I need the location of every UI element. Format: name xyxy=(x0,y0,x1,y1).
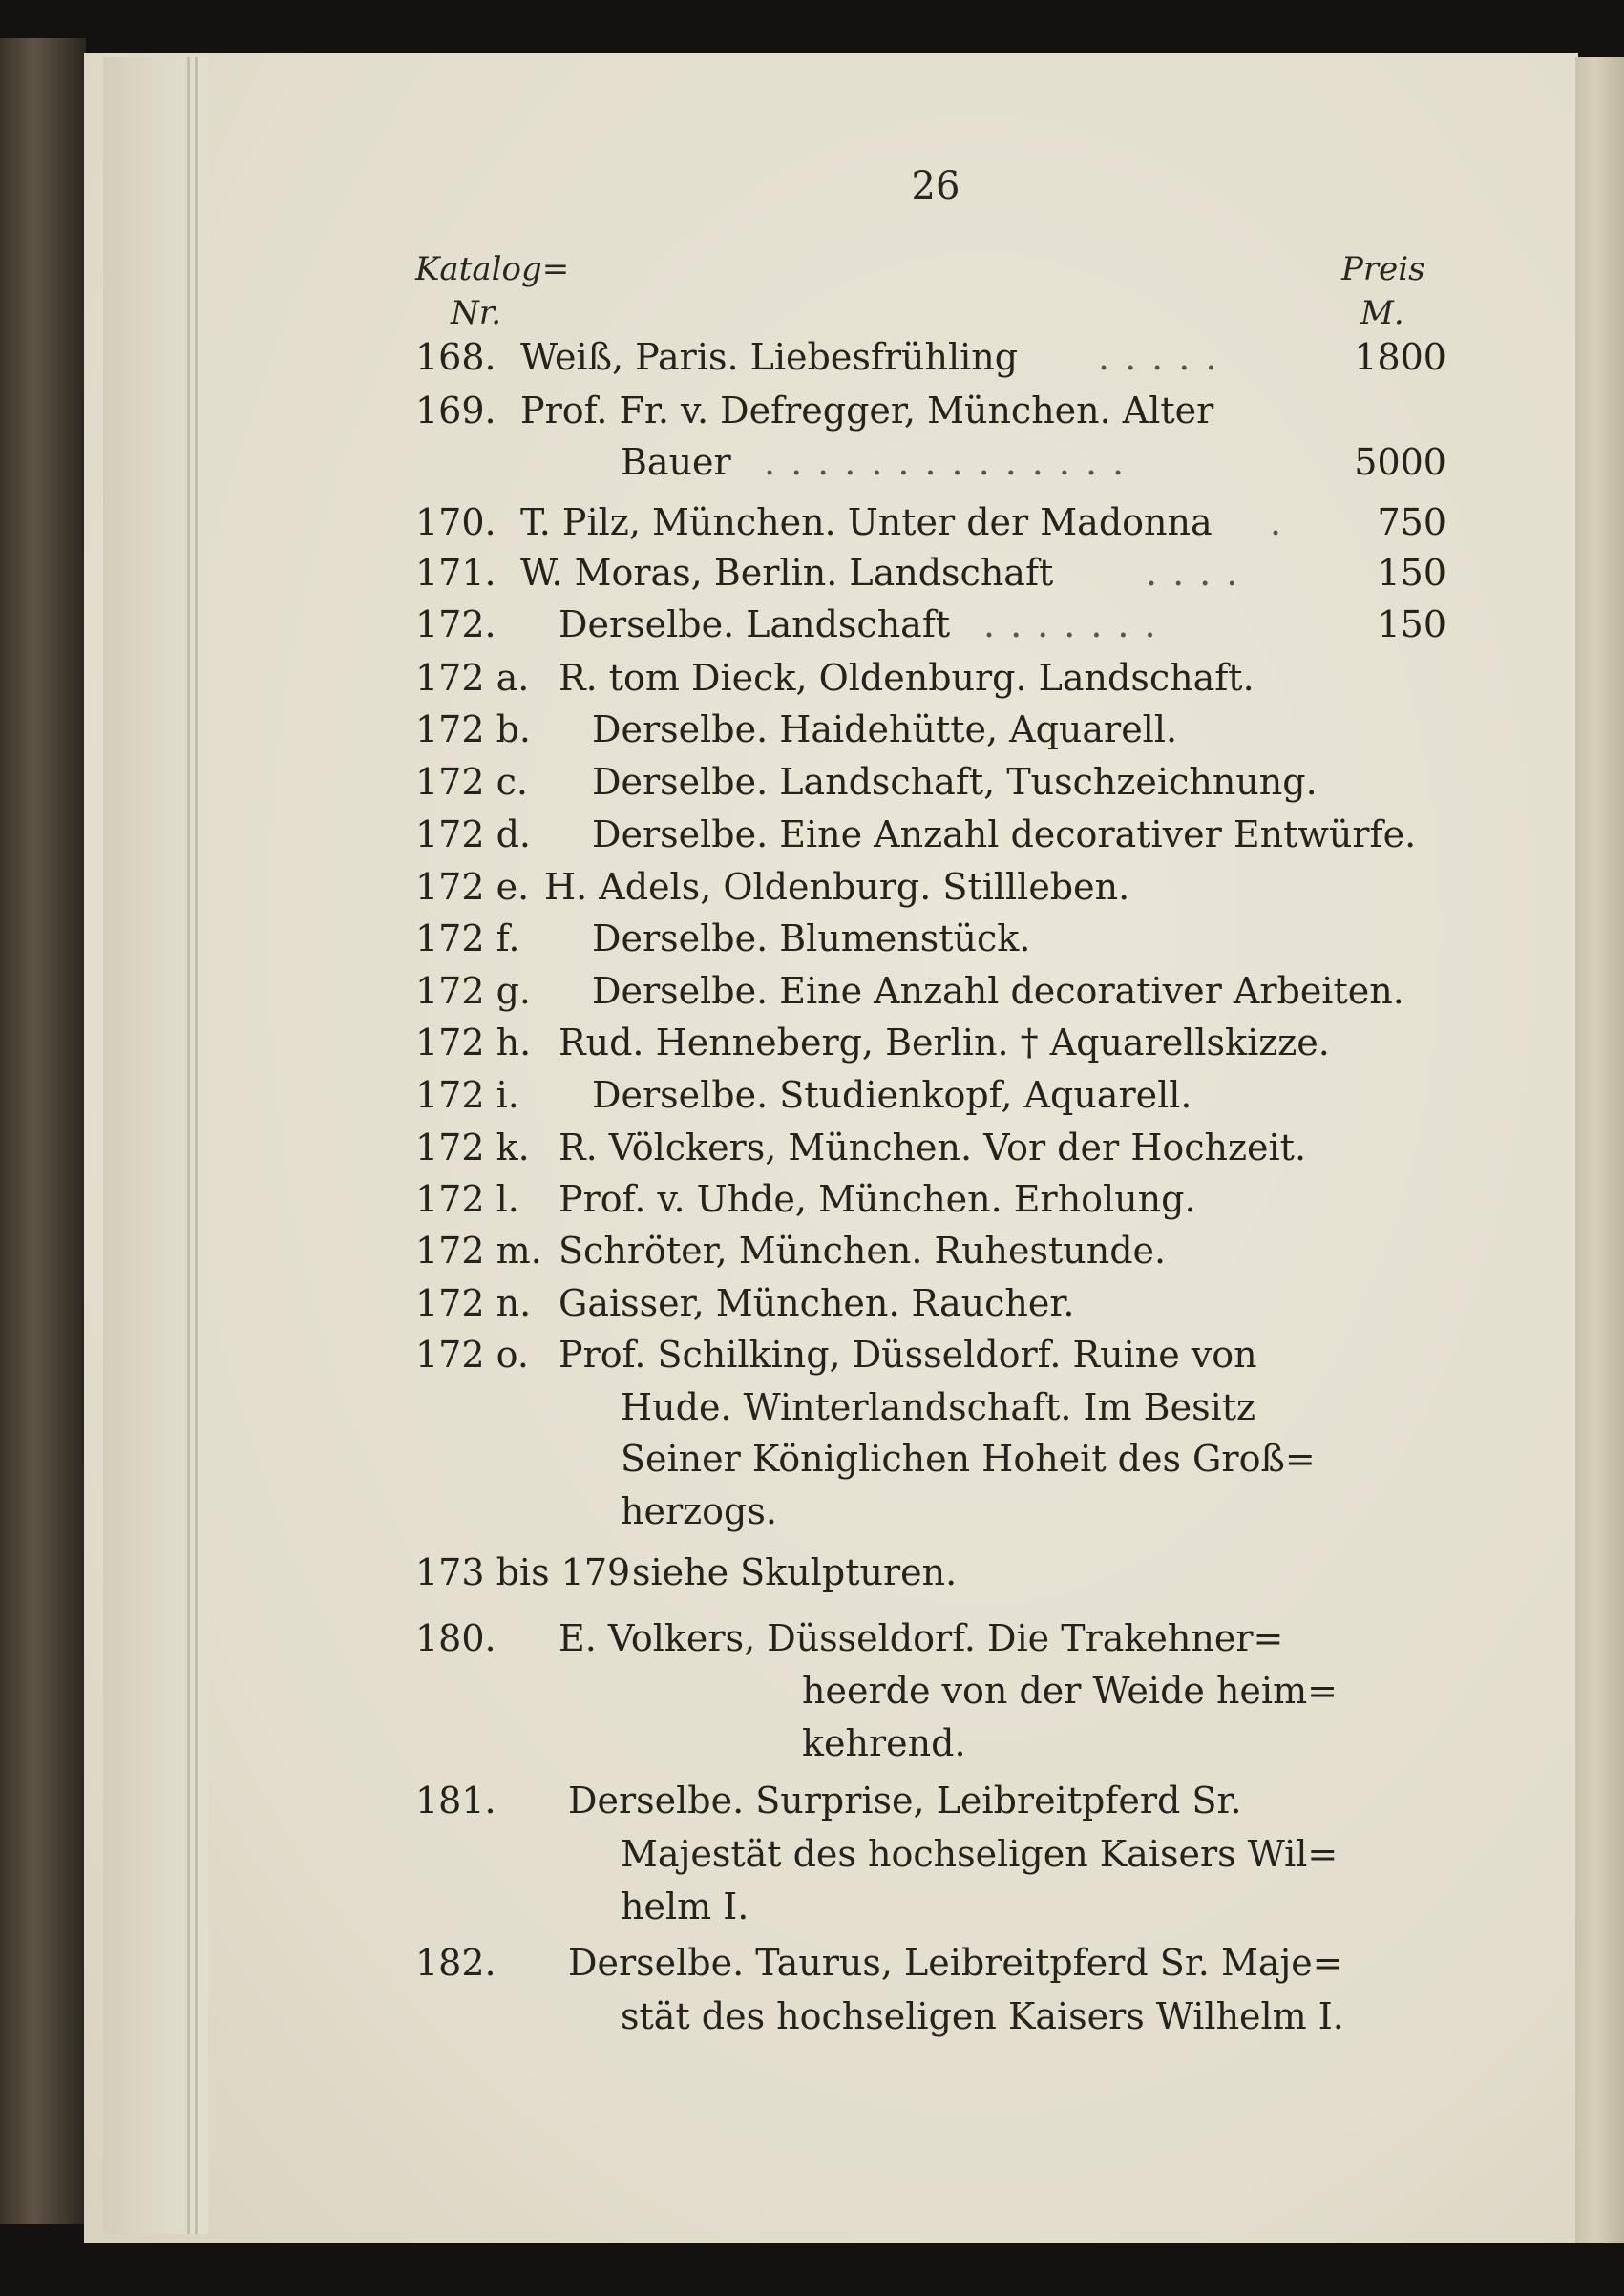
entry-number: 180. xyxy=(415,1617,496,1659)
entry-number: 172 l. xyxy=(415,1178,519,1220)
entry-text: R. Völckers, München. Vor der Hochzeit. xyxy=(559,1127,1307,1169)
entry-text: Gaisser, München. Raucher. xyxy=(559,1282,1075,1324)
entry-price: 150 xyxy=(1377,552,1446,594)
entry-number: 172 g. xyxy=(415,970,532,1012)
header-preis: Preis xyxy=(1341,250,1425,288)
entry-text: E. Volkers, Düsseldorf. Die Trakehner= xyxy=(559,1617,1284,1659)
leader-dots: .... xyxy=(1146,552,1254,594)
entry-row-cont xyxy=(0,1386,1624,1440)
entry-number: 172 h. xyxy=(415,1022,532,1064)
entry-row xyxy=(0,501,1624,555)
entry-price: 1800 xyxy=(1354,336,1446,378)
entry-number: 172 i. xyxy=(415,1074,519,1116)
entry-text: siehe Skulpturen. xyxy=(632,1551,958,1593)
entry-row xyxy=(0,603,1624,657)
entry-text: Derselbe. Landschaft xyxy=(559,603,951,645)
entry-price: 5000 xyxy=(1354,441,1446,483)
entry-continuation: stät des hochseligen Kaisers Wilhelm I. xyxy=(621,1995,1344,2037)
entry-text: Weiß, Paris. Liebesfrühling xyxy=(520,336,1019,378)
entry-number: 172 b. xyxy=(415,708,532,750)
header-nr: Nr. xyxy=(451,294,502,332)
entry-row xyxy=(0,1074,1624,1127)
entry-row xyxy=(0,1230,1624,1283)
entry-text: Derselbe. Eine Anzahl decorativer Arbeiten. xyxy=(592,970,1404,1012)
entry-continuation: Seiner Königlichen Hoheit des Groß= xyxy=(621,1438,1316,1480)
leader-dots: ....... xyxy=(983,603,1171,645)
header-katalog: Katalog= xyxy=(415,250,570,288)
entry-row xyxy=(0,1617,1624,1671)
entry-row xyxy=(0,1127,1624,1180)
entry-row xyxy=(0,866,1624,919)
entry-text: Prof. Fr. v. Defregger, München. Alter xyxy=(520,390,1214,432)
entry-number: 172 e. xyxy=(415,866,530,908)
page-number: 26 xyxy=(911,164,960,208)
entry-row xyxy=(0,1178,1624,1232)
entry-number: 172 a. xyxy=(415,657,530,699)
entry-row-cont xyxy=(0,1833,1624,1886)
entry-row-cont xyxy=(0,1438,1624,1491)
header-currency: M. xyxy=(1360,294,1404,332)
entry-number: 172 d. xyxy=(415,813,532,855)
leader-dots: ..... xyxy=(1098,336,1233,378)
entry-number: 172 o. xyxy=(415,1334,529,1376)
entry-continuation: herzogs. xyxy=(621,1490,777,1532)
entry-text: Derselbe. Taurus, Leibreitpferd Sr. Maje= xyxy=(568,1942,1343,1984)
entry-text: T. Pilz, München. Unter der Madonna xyxy=(520,501,1213,543)
entry-row xyxy=(0,761,1624,814)
entry-text: Prof. v. Uhde, München. Erholung. xyxy=(559,1178,1196,1220)
entry-row xyxy=(0,1551,1624,1605)
entry-continuation: Bauer xyxy=(621,441,731,483)
entry-row xyxy=(0,390,1624,443)
entry-number: 181. xyxy=(415,1780,496,1822)
entry-price: 750 xyxy=(1377,501,1446,543)
entry-number: 168. xyxy=(415,336,496,378)
entry-number: 171. xyxy=(415,552,496,594)
entry-row xyxy=(0,1282,1624,1336)
entry-text: W. Moras, Berlin. Landschaft xyxy=(520,552,1054,594)
entry-number: 172 k. xyxy=(415,1127,530,1169)
entry-text: Derselbe. Studienkopf, Aquarell. xyxy=(592,1074,1192,1116)
entry-row xyxy=(0,917,1624,971)
entry-row-cont xyxy=(0,441,1624,495)
entry-row xyxy=(0,1334,1624,1387)
entry-continuation: kehrend. xyxy=(802,1722,966,1764)
entry-row xyxy=(0,813,1624,867)
entry-text: H. Adels, Oldenburg. Stillleben. xyxy=(544,866,1130,908)
entry-number: 172 f. xyxy=(415,917,520,959)
entry-number: 172 n. xyxy=(415,1282,532,1324)
entry-text: Schröter, München. Ruhestunde. xyxy=(559,1230,1167,1272)
entry-continuation: heerde von der Weide heim= xyxy=(802,1670,1338,1712)
leader-dots: . xyxy=(1270,501,1297,543)
entry-text: Derselbe. Haidehütte, Aquarell. xyxy=(592,708,1178,750)
entry-text: Derselbe. Eine Anzahl decorativer Entwürfe. xyxy=(592,813,1417,855)
entry-continuation: Hude. Winterlandschaft. Im Besitz xyxy=(621,1386,1256,1428)
entry-row-cont xyxy=(0,1670,1624,1723)
entry-text: Derselbe. Surprise, Leibreitpferd Sr. xyxy=(568,1780,1242,1822)
entry-row-cont xyxy=(0,1490,1624,1544)
entry-text: Derselbe. Blumenstück. xyxy=(592,917,1031,959)
entry-number: 172 c. xyxy=(415,761,528,803)
entry-row xyxy=(0,1022,1624,1075)
leader-dots: .............. xyxy=(764,441,1140,483)
entry-text: R. tom Dieck, Oldenburg. Landschaft. xyxy=(559,657,1255,699)
entry-number: 173 bis 179 xyxy=(415,1551,631,1593)
entry-row xyxy=(0,970,1624,1023)
entry-text: Rud. Henneberg, Berlin. † Aquarellskizze. xyxy=(559,1022,1330,1064)
entry-continuation: Majestät des hochseligen Kaisers Wil= xyxy=(621,1833,1339,1875)
entry-row xyxy=(0,1780,1624,1833)
entry-row-cont xyxy=(0,1722,1624,1776)
entry-text: Prof. Schilking, Düsseldorf. Ruine von xyxy=(559,1334,1257,1376)
entry-number: 172 m. xyxy=(415,1230,542,1272)
entry-continuation: helm I. xyxy=(621,1885,749,1927)
entry-number: 172. xyxy=(415,603,496,645)
entry-row xyxy=(0,708,1624,762)
entry-row xyxy=(0,552,1624,605)
entry-row xyxy=(0,336,1624,390)
entry-number: 169. xyxy=(415,390,496,432)
entry-row xyxy=(0,1942,1624,1995)
entry-text: Derselbe. Landschaft, Tuschzeichnung. xyxy=(592,761,1318,803)
entry-row xyxy=(0,657,1624,710)
entry-row-cont xyxy=(0,1885,1624,1939)
entry-number: 170. xyxy=(415,501,496,543)
entry-number: 182. xyxy=(415,1942,496,1984)
entry-row-cont xyxy=(0,1995,1624,2049)
entry-price: 150 xyxy=(1377,603,1446,645)
